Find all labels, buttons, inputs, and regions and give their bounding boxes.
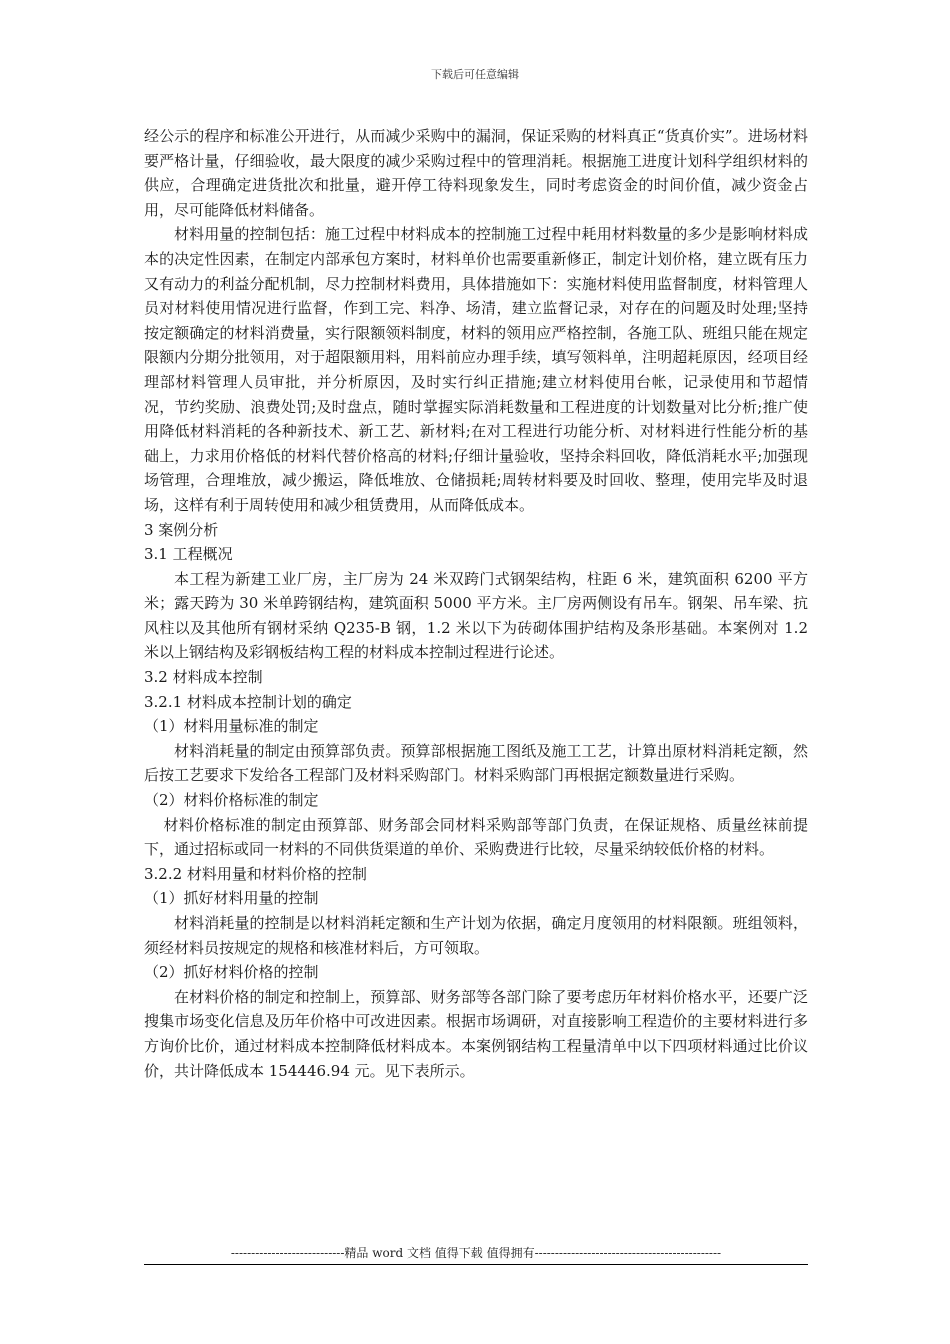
section-heading: 3.2 材料成本控制 — [144, 668, 263, 687]
paragraph: 材料价格标准的制定由预算部、财务部会同材料采购部等部门负责，在保证规格、质量丝袜前提下，通过招标或同一材料的不同供货渠道的单价、采购费进行比较，尽量采纳较低价格的材料。 — [144, 815, 808, 859]
section-heading: 3.2.1 材料成本控制计划的确定 — [144, 692, 352, 711]
page-footer: ----------------------------精品 word 文档 值得下载 值得拥有---------------------------------------------- — [230, 1246, 722, 1260]
section-heading: 3.2.2 材料用量和材料价格的控制 — [144, 864, 367, 883]
footer-divider — [144, 1264, 808, 1265]
section-heading: 3.1 工程概况 — [144, 545, 233, 564]
paragraph: 在材料价格的制定和控制上，预算部、财务部等各部门除了要考虑历年材料价格水平，还要广泛搜集市场变化信息及历年价格中可改进因素。根据市场调研，对直接影响工程造价的主要材料进行多方询价比价，通过材料成本控制降低材料成本。本案例钢结构工程量清单中以下四项材料通过比价议价，共计降低成本 154446.94 元。见下表所示。 — [144, 987, 808, 1080]
section-heading: 3 案例分析 — [144, 520, 219, 539]
subsection-heading: （2）材料价格标准的制定 — [144, 791, 319, 810]
document-body — [144, 124, 808, 1083]
paragraph: 本工程为新建工业厂房，主厂房为 24 米双跨门式钢架结构，柱距 6 米，建筑面积 6200 平方米；露天跨为 30 米单跨钢结构，建筑面积 5000 平方米。主厂房两侧设有吊车。钢架、吊车梁、抗风柱以及其他所有钢材采纳 Q235-B 钢，1.2 米以下为砖砌体围护结构及条形基础。本案例对 1.2 米以上钢结构及彩钢板结构工程的材料成本控制过程进行论述。 — [144, 569, 808, 662]
subsection-heading: （2）抓好材料价格的控制 — [144, 963, 319, 982]
paragraph: 材料消耗量的制定由预算部负责。预算部根据施工图纸及施工工艺，计算出原材料消耗定额，然后按工艺要求下发给各工程部门及材料采购部门。材料采购部门再根据定额数量进行采购。 — [144, 741, 808, 785]
subsection-heading: （1）材料用量标准的制定 — [144, 717, 319, 736]
paragraph: 材料消耗量的控制是以材料消耗定额和生产计划为依据，确定月度领用的材料限额。班组领料，须经材料员按规定的规格和核准材料后，方可领取。 — [144, 914, 808, 957]
subsection-heading: （1）抓好材料用量的控制 — [144, 889, 319, 908]
paragraph: 经公示的程序和标准公开进行，从而减少采购中的漏洞，保证采购的材料真正“货真价实”。进场材料要严格计量，仔细验收，最大限度的减少采购过程中的管理消耗。根据施工进度计划科学组织材料的供应，合理确定进货批次和批量，避开停工待料现象发生，同时考虑资金的时间价值，减少资金占用，尽可能降低材料储备。 — [144, 127, 808, 219]
paragraph: 材料用量的控制包括：施工过程中材料成本的控制施工过程中耗用材料数量的多少是影响材料成本的决定性因素，在制定内部承包方案时，材料单价也需要重新修正，制定计划价格，建立既有压力又有动力的利益分配机制，尽力控制材料费用，具体措施如下：实施材料使用监督制度，材料管理人员对材料使用情况进行监督，作到工完、料净、场清，建立监督记录，对存在的问题及时处理;坚持按定额确定的材料消费量，实行限额领料制度，材料的领用应严格控制，各施工队、班组只能在规定限额内分期分批领用，对于超限额用料，用料前应办理手续，填写领料单，注明超耗原因，经项目经理部材料管理人员审批，并分析原因，及时实行纠正措施;建立材料使用台帐，记录使用和节超情况，节约奖励、浪费处罚;及时盘点，随时掌握实际消耗数量和工程进度的计划数量对比分析;推广使用降低材料消耗的各种新技术、新工艺、新材料;在对工程进行功能分析、对材料进行性能分析的基础上，力求用价格低的材料代替价格高的材料;仔细计量验收，坚持余料回收，降低消耗水平;加强现场管理，合理堆放，减少搬运，降低堆放、仓储损耗;周转材料要及时回收、整理，使用完毕及时退场，这样有利于周转使用和减少租赁费用，从而降低成本。 — [144, 225, 808, 514]
page-header: 下载后可任意编辑 — [431, 68, 519, 81]
